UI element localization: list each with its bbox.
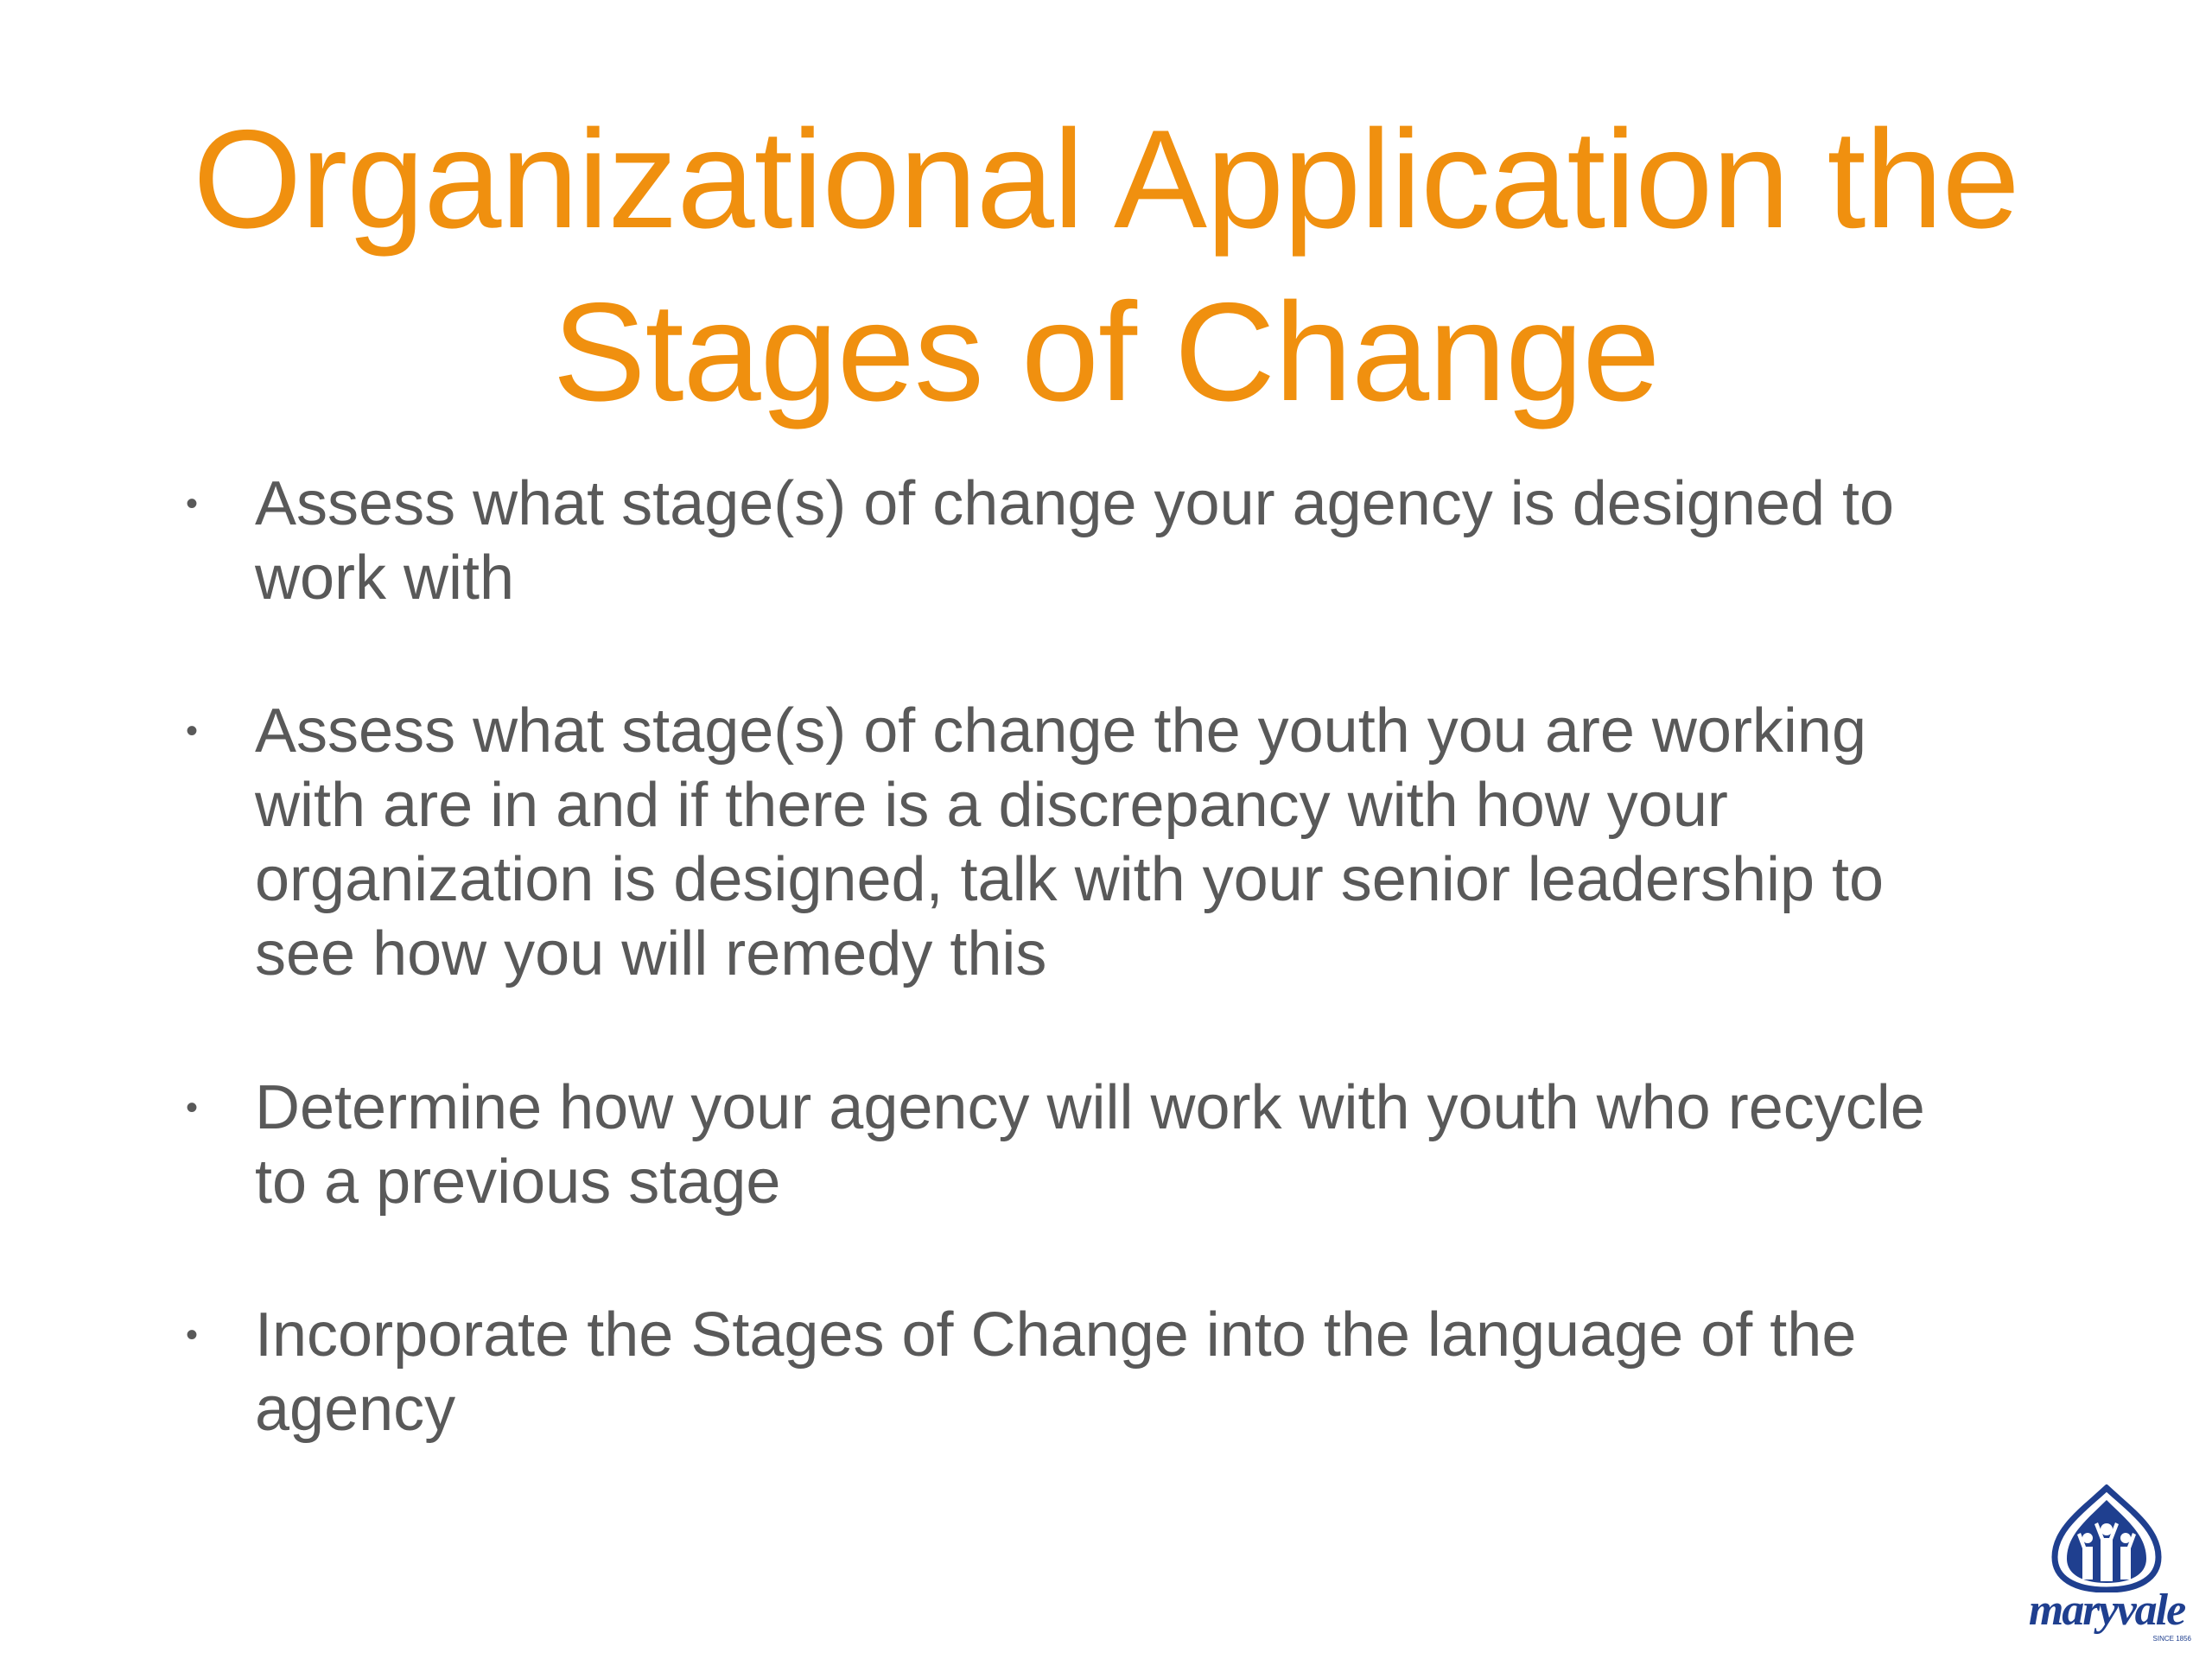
logo-wordmark: maryvale bbox=[2028, 1586, 2185, 1635]
bullet-text bbox=[255, 467, 2113, 615]
slide-title-line-2: Stages of Change bbox=[552, 274, 1660, 430]
bullet-dot-icon: • bbox=[186, 712, 199, 750]
bullet-dot-icon: • bbox=[186, 1316, 199, 1354]
bullet-text-line: organization is designed, talk with your senior leadership to bbox=[255, 845, 1885, 914]
bullet-text bbox=[255, 1071, 2113, 1219]
bullet-text bbox=[255, 694, 2113, 991]
bullet-text-line: work with bbox=[255, 543, 515, 613]
bullet-text-line: to a previous stage bbox=[255, 1147, 781, 1217]
bullet-text-line: with are in and if there is a discrepancy with how your bbox=[255, 771, 1728, 840]
bullet-text-line: Incorporate the Stages of Change into the language of the bbox=[255, 1300, 1857, 1370]
bullet-text-line: agency bbox=[255, 1375, 456, 1444]
bullet-text bbox=[255, 1298, 2113, 1446]
logo-tagline: SINCE 1856 bbox=[2152, 1635, 2191, 1643]
bullet-text-line: see how you will remedy this bbox=[255, 919, 1047, 988]
bullet-text-line: Assess what stage(s) of change your agency is designed to bbox=[255, 469, 1895, 538]
bullet-dot-icon: • bbox=[186, 485, 199, 523]
bullet-text-line: Determine how your agency will work with youth who recycle bbox=[255, 1073, 1925, 1142]
maryvale-emblem-icon bbox=[2020, 1484, 2193, 1592]
bullet-text-line: Assess what stage(s) of change the youth you are working bbox=[255, 696, 1867, 766]
maryvale-logo bbox=[2020, 1484, 2193, 1649]
slide-title-line-1: Organizational Application the bbox=[193, 101, 2019, 257]
bullet-dot-icon: • bbox=[186, 1089, 199, 1127]
